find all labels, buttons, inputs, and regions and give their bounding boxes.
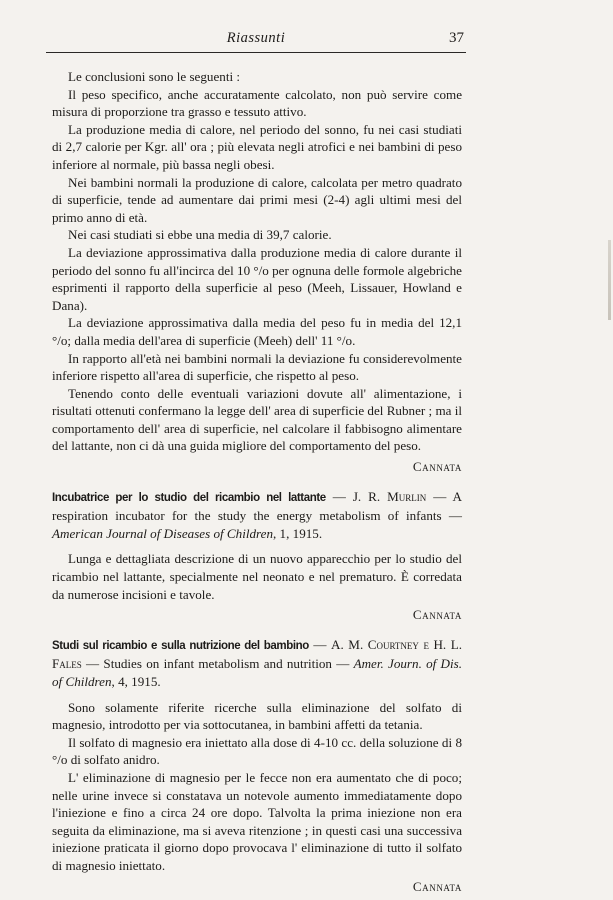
article-journal: American Journal of Diseases of Children bbox=[52, 525, 273, 541]
signature: Cannata bbox=[412, 607, 462, 623]
page-edge-mark bbox=[608, 240, 611, 320]
article-heading: Incubatrice per lo studio del ricambio nel lattante — J. R. Murlin — A respiration incubator for the study the energy metabolism of infants — American Journal of Diseases of Children, 1, 1915. bbox=[52, 488, 463, 541]
article-heading: Studi sul ricambio e sulla nutrizione del bambino — A. M. Courtney e H. L. Fales — Studies on infant metabolism and nutrition — Amer. Journ. of Dis. of Children, 4, 1915. bbox=[52, 636, 463, 689]
summary-section-1 bbox=[52, 68, 462, 476]
paragraph: In rapporto all'età nei bambini normali la deviazione fu considerevolmente inferiore rispetto all'area di superficie, che rispetto al peso. bbox=[52, 350, 462, 384]
paragraph: Nei bambini normali la produzione di calore, calcolata per metro quadrato di superficie, tende ad aumentare dai primi mesi (2-4) agli ultimi mesi del primo anno di età. bbox=[52, 174, 462, 225]
paragraph: Il peso specifico, anche accuratamente calcolato, non può servire come misura di proporzione tra grasso e tessuto attivo. bbox=[52, 86, 462, 120]
signature: Cannata bbox=[412, 459, 462, 475]
page-body bbox=[52, 68, 462, 895]
paragraph: La deviazione approssimativa dalla produzione media di calore durante il periodo del sonno fu all'incirca del 10 °/o per ognuna delle formole algebriche esprimenti il rapporto della superficie al peso (Meeh, Lissauer, Howland e Dana). bbox=[52, 244, 462, 313]
paragraph: Sono solamente riferite ricerche sulla eliminazione del solfato di magnesio, introdotto per via sottocutanea, in bambini affetti da tetania. bbox=[52, 699, 462, 733]
article-incubatrice bbox=[52, 488, 462, 624]
article-journal: Amer. Journ. of Dis. of Children bbox=[52, 656, 463, 689]
article-citation: A respiration incubator for the study the energy metabolism of infants bbox=[52, 488, 463, 524]
article-citation: Studies on infant metabolism and nutrition bbox=[103, 656, 332, 672]
paragraph: Le conclusioni sono le seguenti : bbox=[68, 69, 241, 84]
paragraph: L' eliminazione di magnesio per le fecce non era aumentato che di poco; nelle urine invece si constatava un notevole aumento immediatamente dopo l'iniezione e fino a circa 24 ore dopo. Talvolta la prima iniezione non era seguita da eliminazione, ma si aveva ritenzione ; in questi casi una successiva iniezione praticata il giorno dopo provocava l' eliminazione di tutto il solfato di magnesio iniettato. bbox=[52, 769, 462, 873]
article-author: A. M. Courtney e H. L. Fales bbox=[52, 636, 463, 672]
article-studi-ricambio bbox=[52, 636, 462, 895]
paragraph: Tenendo conto delle eventuali variazioni dovute all' alimentazione, i risultati ottenuti confermano la legge dell' area di superficie del Rubner ; ma il comportamento dell' area di superficie, nel calcolare il fabbisogno alimentare del lattante, non ci dà una guida migliore del comportamento del peso. bbox=[52, 385, 462, 454]
paragraph: Nei casi studiati si ebbe una media di 39,7 calorie. bbox=[68, 227, 332, 243]
article-volume: , 1, 1915. bbox=[273, 525, 323, 541]
article-title: Incubatrice per lo studio del ricambio nel lattante bbox=[52, 491, 326, 504]
page-number: 37 bbox=[449, 30, 464, 46]
signature: Cannata bbox=[412, 878, 462, 894]
running-title: Riassunti bbox=[226, 30, 286, 46]
paragraph: Lunga e dettagliata descrizione di un nuovo apparecchio per lo studio del ricambio nel lattante, specialmente nel neonato e nel prematuro. È corredata da numerose incisioni e tavole. bbox=[52, 551, 462, 602]
article-volume: , 4, 1915. bbox=[111, 674, 161, 689]
paragraph: La produzione media di calore, nel periodo del sonno, fu nei casi studiati di 2,7 calorie per Kgr. all' ora ; più elevata negli atrofici e nei bambini di peso inferiore al normale, più bassa negli obesi. bbox=[52, 121, 462, 172]
article-author: J. R. Murlin bbox=[352, 488, 427, 504]
paragraph: La deviazione approssimativa dalla media del peso fu in media del 12,1 °/o; dalla media dell'area di superficie (Meeh) dell' 11 °/o. bbox=[52, 315, 462, 348]
running-header bbox=[46, 30, 466, 53]
article-title: Studi sul ricambio e sulla nutrizione del bambino bbox=[52, 639, 309, 652]
paragraph: Il solfato di magnesio era iniettato alla dose di 4-10 cc. della soluzione di 8 °/o di solfato anidro. bbox=[52, 734, 462, 768]
